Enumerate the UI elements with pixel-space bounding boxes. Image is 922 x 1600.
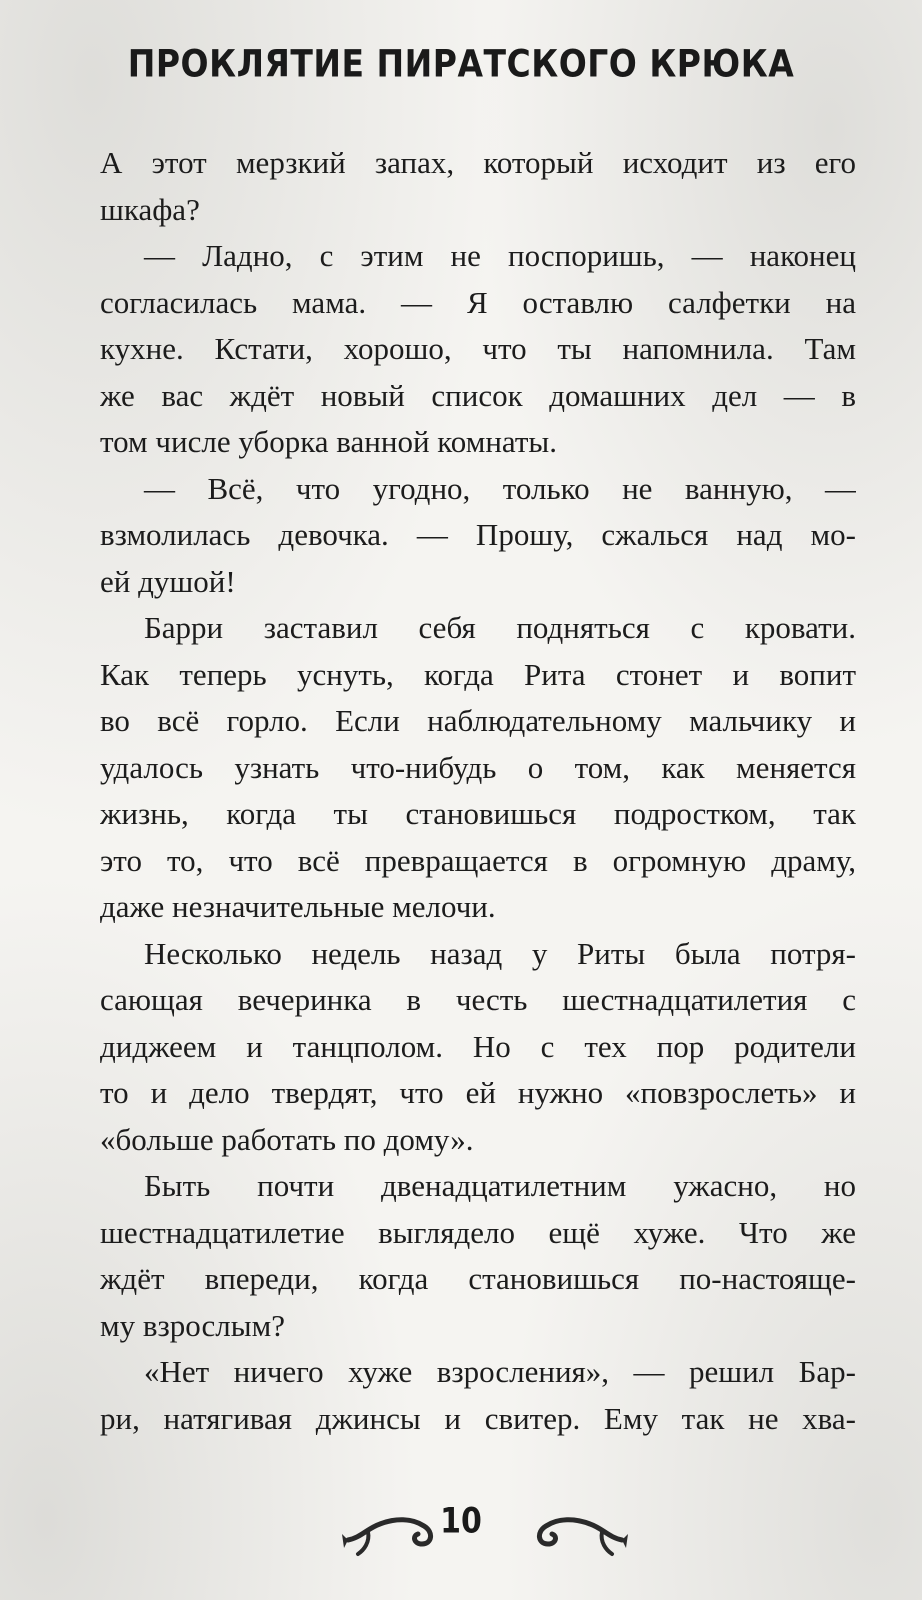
text-line: кухне. Кстати, хорошо, что ты напомнила. Там xyxy=(100,331,856,366)
text-line: то и дело твердят, что ей нужно «повзрослеть» и xyxy=(100,1075,856,1110)
text-line: «больше работать по дому». xyxy=(100,1121,474,1157)
text-line: во всё горло. Если наблюдательному мальчику и xyxy=(100,703,856,738)
text-line: Барри заставил себя подняться с кровати. xyxy=(144,610,856,645)
text-line: же вас ждёт новый список домашних дел — в xyxy=(100,377,856,413)
text-line: Несколько недель назад у Риты была потря- xyxy=(144,935,856,971)
swirl-right-icon xyxy=(520,1498,630,1558)
text-line: шестнадцатилетие выглядело ещё хуже. Что же xyxy=(100,1214,856,1250)
text-line: диджеем и танцполом. Но с тех пор родители xyxy=(100,1028,856,1064)
text-line: Быть почти двенадцатилетним ужасно, но xyxy=(144,1168,856,1203)
text-line: это то, что всё превращается в огромную драму, xyxy=(100,842,856,878)
page-footer xyxy=(0,1496,922,1566)
body-text xyxy=(100,140,856,1442)
text-line: жизнь, когда ты становишься подростком, так xyxy=(100,796,856,831)
text-line: — Всё, что угодно, только не ванную, — xyxy=(144,470,856,506)
text-line: удалось узнать что-нибудь о том, как меняется xyxy=(100,749,856,785)
text-line: А этот мерзкий запах, который исходит из его xyxy=(100,145,856,180)
text-line: му взрослым? xyxy=(100,1307,285,1343)
text-line: «Нет ничего хуже взросления», — решил Бар- xyxy=(144,1354,856,1389)
text-line: даже незначительные мелочи. xyxy=(100,889,496,924)
text-line: — Ладно, с этим не поспоришь, — наконец xyxy=(144,238,856,273)
text-line: ей душой! xyxy=(100,563,236,599)
text-line: Как теперь уснуть, когда Рита стонет и вопит xyxy=(100,656,856,692)
text-line: согласилась мама. — Я оставлю салфетки на xyxy=(100,284,856,320)
text-line: ждёт впереди, когда становишься по-настояще- xyxy=(100,1261,856,1296)
running-head: ПРОКЛЯТИЕ ПИРАТСКОГО КРЮКА xyxy=(127,41,795,86)
text-line: шкафа? xyxy=(100,191,200,227)
text-line: том числе уборка ванной комнаты. xyxy=(100,424,557,459)
text-line: сающая вечеринка в честь шестнадцатилетия с xyxy=(100,982,856,1017)
text-line: взмолилась девочка. — Прошу, сжалься над мо- xyxy=(100,517,856,552)
page-number: 10 xyxy=(440,1501,482,1542)
text-line: ри, натягивая джинсы и свитер. Ему так не хва- xyxy=(100,1400,856,1436)
